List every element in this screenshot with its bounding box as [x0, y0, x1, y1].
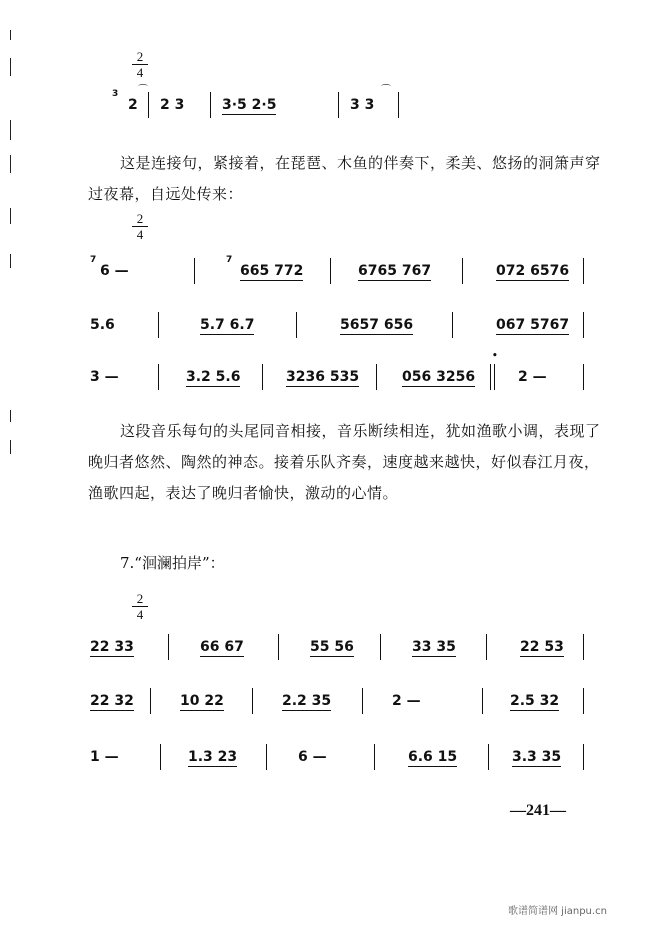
barline — [452, 312, 453, 338]
barline — [160, 744, 161, 770]
barline — [262, 364, 263, 390]
note-cell: 22 53 — [520, 639, 564, 655]
score3-row-2 — [0, 686, 656, 716]
barline — [583, 364, 584, 390]
note-cell: 1.3 23 — [188, 749, 238, 765]
barline — [583, 688, 584, 714]
barline — [583, 744, 584, 770]
barline — [376, 364, 377, 390]
note-cell: 2 3 — [160, 97, 185, 113]
note-cell: 665 772 — [240, 263, 304, 279]
note-cell: 55 56 — [310, 639, 354, 655]
score2-row-1 — [0, 256, 656, 286]
note-cell: 2.5 32 — [510, 693, 560, 709]
note-cell: 33 35 — [412, 639, 456, 655]
barline — [398, 92, 399, 118]
staccato-dot: • — [492, 351, 498, 361]
margin-mark — [10, 30, 11, 40]
note-cell: 3 3 — [350, 97, 375, 113]
barline — [486, 634, 487, 660]
note-cell: 5.6 — [90, 317, 115, 333]
barline — [338, 92, 339, 118]
grace-note: 7 — [226, 255, 233, 265]
note-cell: 10 22 — [180, 693, 224, 709]
time-signature: 2 4 — [132, 592, 148, 621]
barline — [194, 258, 195, 284]
margin-mark — [10, 208, 11, 224]
note-cell: 2 — [128, 97, 138, 113]
section-heading: 7.“洄澜拍岸”： — [120, 554, 225, 572]
barline — [583, 312, 584, 338]
note-cell: 056 3256 — [402, 369, 476, 385]
note-cell: 22 33 — [90, 639, 134, 655]
barline — [330, 258, 331, 284]
barline — [148, 92, 149, 118]
note-cell: 1 — — [90, 749, 119, 765]
note-cell: 072 6576 — [496, 263, 570, 279]
barline — [158, 312, 159, 338]
note-cell: 067 5767 — [496, 317, 570, 333]
barline — [278, 634, 279, 660]
note-cell: 6 — — [100, 263, 129, 279]
grace-note: 3 — [112, 89, 119, 99]
page-number: —241— — [510, 802, 566, 819]
barline — [482, 688, 483, 714]
margin-mark — [10, 58, 11, 76]
score3-row-3 — [0, 742, 656, 772]
watermark: 歌谱简谱网 jianpu.cn — [508, 906, 607, 917]
score2-row-2 — [0, 310, 656, 340]
barline — [210, 92, 211, 118]
margin-mark — [10, 120, 11, 140]
barline — [583, 634, 584, 660]
note-cell: 5.7 6.7 — [200, 317, 255, 333]
barline — [462, 258, 463, 284]
grace-note: 7 — [90, 255, 97, 265]
note-cell: 3 — — [90, 369, 119, 385]
barline — [374, 744, 375, 770]
barline — [296, 312, 297, 338]
barline — [266, 744, 267, 770]
note-cell: 3236 535 — [286, 369, 360, 385]
barline — [168, 634, 169, 660]
barline — [252, 688, 253, 714]
note-cell: 3.2 5.6 — [186, 369, 241, 385]
margin-mark — [10, 410, 11, 422]
margin-mark — [10, 155, 11, 173]
note-cell: 3·5 2·5 — [222, 97, 277, 113]
barline — [380, 634, 381, 660]
note-cell: 6.6 15 — [408, 749, 458, 765]
score3-row-1 — [0, 632, 656, 662]
barline — [362, 688, 363, 714]
note-cell: 6765 767 — [358, 263, 432, 279]
note-cell: 5657 656 — [340, 317, 414, 333]
note-cell: 2 — — [392, 693, 421, 709]
barline — [490, 364, 491, 390]
barline — [158, 364, 159, 390]
score1-row — [0, 85, 656, 120]
margin-mark — [10, 440, 11, 454]
note-cell: 2.2 35 — [282, 693, 332, 709]
note-cell: 3.3 35 — [512, 749, 562, 765]
barline — [583, 258, 584, 284]
barline — [488, 744, 489, 770]
note-cell: 2 — — [518, 369, 547, 385]
note-cell: 6 — — [298, 749, 327, 765]
note-cell: 22 32 — [90, 693, 134, 709]
slur-mark: ⌒ — [138, 85, 148, 96]
paragraph: 这段音乐每句的头尾同音相接，音乐断续相连，犹如渔歌小调，表现了晚归者悠然、陶然的神态。接着乐队齐奏，速度越来越快，好似春江月夜，渔歌四起，表达了晚归者愉快，激动的心情。 — [88, 422, 601, 502]
note-cell: 66 67 — [200, 639, 244, 655]
time-signature: 2 4 — [132, 212, 148, 241]
fermata-mark: ⌒ — [381, 85, 391, 96]
barline — [150, 688, 151, 714]
barline — [494, 364, 495, 390]
paragraph: 这是连接句，紧接着，在琵琶、木鱼的伴奏下，柔美、悠扬的洞箫声穿过夜幕，自远处传来： — [88, 154, 601, 203]
score2-row-3 — [0, 351, 656, 392]
time-signature: 2 4 — [132, 50, 148, 79]
